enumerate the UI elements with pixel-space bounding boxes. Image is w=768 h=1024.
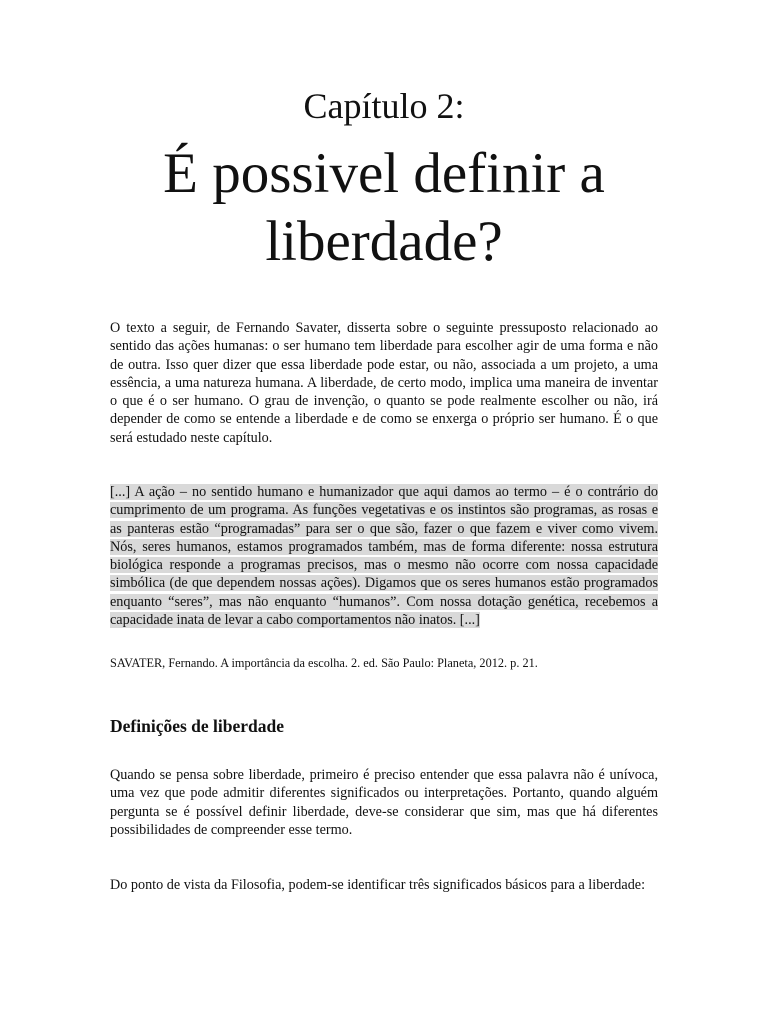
section-paragraph: Do ponto de vista da Filosofia, podem-se identificar três significados básicos para a liberdade: <box>110 877 646 893</box>
chapter-title: É possivel definir a liberdade? <box>163 142 605 273</box>
intro-paragraph: O texto a seguir, de Fernando Savater, disserta sobre o seguinte pressuposto relacionado ao sentido das ações humanas: o ser humano tem liberdade para escolher agir de uma forma e não de outra. Isso quer dizer que essa liberdade pode estar, ou não, associada a um projeto, a uma essência, a uma natureza humana. A liberdade, de certo modo, implica uma maneira de inventar o que é o ser humano. O grau de invenção, o quanto se pode realmente escolher ou não, irá depender de como se entende a liberdade e de como se enxerga o próprio ser humano. É o que será estudado neste capítulo. <box>110 320 658 446</box>
quote-citation: SAVATER, Fernando. A importância da escolha. 2. ed. São Paulo: Planeta, 2012. p. 21. <box>110 656 538 670</box>
chapter-label: Capítulo 2: <box>303 86 465 126</box>
quote-text: [...] A ação – no sentido humano e humanizador que aqui damos ao termo – é o contrário do cumprimento de um programa. As funções vegetativas e os instintos são programas, as rosas e as panteras estão “programadas” para ser o que são, fazer o que fazem e viver como vivem. Nós, seres humanos, estamos programados também, mas de forma diferente: nossa estrutura biológica responde a programas precisos, mas o mesmo não ocorre com nossa capacidade simbólica (de que dependem nossas ações). Digamos que os seres humanos estão programados enquanto “seres”, mas não enquanto “humanos”. Com nossa dotação genética, recebemos a capacidade inata de levar a cabo comportamentos não inatos. [...] <box>110 484 658 629</box>
block-quote <box>110 483 658 629</box>
section-paragraph: Quando se pensa sobre liberdade, primeiro é preciso entender que essa palavra não é unívoca, uma vez que pode admitir diferentes significados ou interpretações. Portanto, quando alguém pergunta se é possível definir liberdade, deve-se considerar que sim, mas que há diferentes possibilidades de compreender esse termo. <box>110 767 658 838</box>
section-heading: Definições de liberdade <box>110 716 285 736</box>
